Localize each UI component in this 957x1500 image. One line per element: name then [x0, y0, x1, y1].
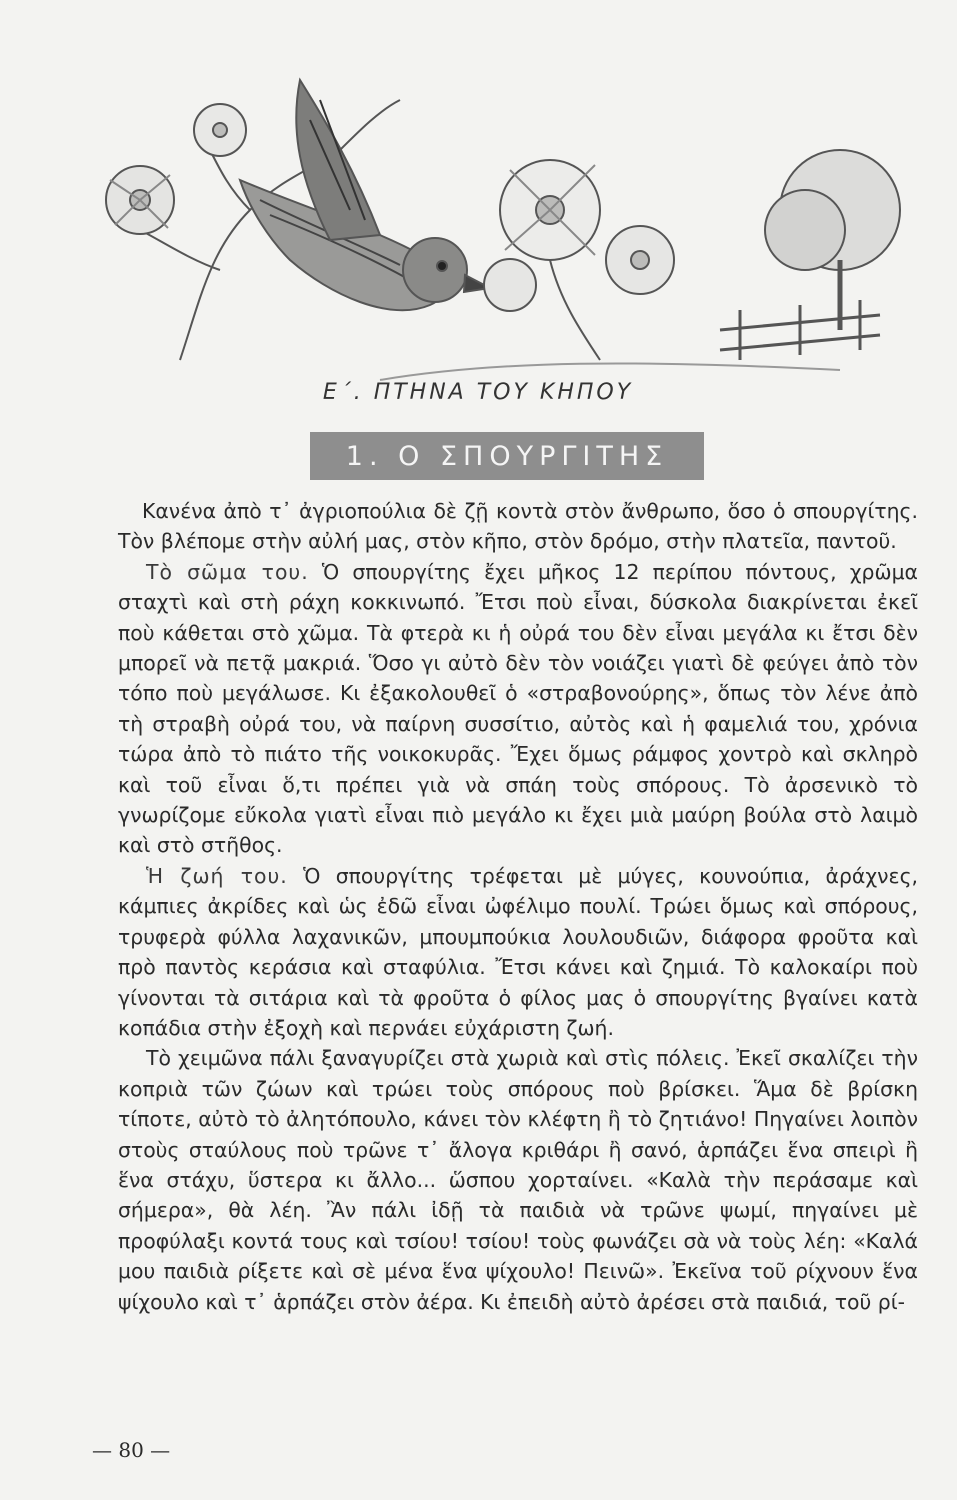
sparrow-illustration [80, 60, 920, 405]
body-text [118, 496, 918, 1317]
page-number: — 80 — [92, 1438, 171, 1462]
paragraph-heading: Ἡ ζωή του. [146, 863, 288, 888]
paragraph [118, 861, 918, 1043]
paragraph-text: Τὸ χειμῶνα πάλι ξαναγυρίζει στὰ χωριὰ καὶ στὶς πόλεις. Ἐκεῖ σκαλίζει τὴν κοπριὰ τῶν ζώων καὶ τρώει τοὺς σπόρους ποὺ βρίσκει. Ἅμα δὲ βρίσκη τίποτε, αὐτὸ τὸ ἀλητόπουλο, κάνει τὸν κλέφτη ἢ τὸ ζητιάνο! Πηγαίνει λοιπὸν στοὺς σταύλους ποὺ τρῶνε τ᾽ ἄλογα κριθάρι ἢ σανό, ἁρπάζει ἕνα σπειρὶ ἢ ἕνα στάχυ, ὕστερα κι ἄλλο... ὥσπου χορταίνει. «Καλὰ τὴν περάσαμε καὶ σήμερα», θὰ λέη. Ἂν πάλι ἰδῇ τὰ παιδιὰ νὰ τρῶνε ψωμί, πηγαίνει μὲ προφύλαξι κοντά τους καὶ τσίου! τσίου! τοὺς φωνάζει σὰ νὰ τοὺς λέη: «Καλά μου παιδιὰ ρίξετε καὶ σὲ μένα ἕνα ψίχουλο! Πεινῶ». Ἐκεῖνα τοῦ ρίχνουν ἕνα ψίχουλο καὶ τ᾽ ἁρπάζει στὸν ἀέρα. Κι ἐπειδὴ αὐτὸ ἀρέσει στὰ παιδιά, τοῦ ρί- [118, 1046, 918, 1314]
paragraph-text: Ὁ σπουργίτης τρέφεται μὲ μύγες, κουνούπια, ἀράχνες, κάμπιες ἀκρίδες καὶ ὡς ἐδῶ εἶναι ὠφέλιμο πουλί. Τρώει ὅμως καὶ σπόρους, τρυφερὰ φύλλα λαχανικῶν, μπουμπούκια λουλουδιῶν, διάφορα φροῦτα καὶ πρὸ παντὸς κεράσια καὶ σταφύλια. Ἔτσι κάνει καὶ ζημιά. Τὸ καλοκαίρι ποὺ γίνονται τὰ σιτάρια καὶ τὰ φροῦτα ὁ φίλος μας ὁ σπουργίτης βγαίνει κατὰ κοπάδια στὴν ἐξοχὴ καὶ περνάει εὐχάριστη ζωή. [118, 863, 919, 1040]
chapter-title: 1. Ο ΣΠΟΥΡΓΙΤΗΣ [310, 432, 704, 480]
paragraph [118, 496, 918, 557]
paragraph-heading: Τὸ σῶμα του. [146, 559, 309, 584]
paragraph [118, 557, 918, 861]
paragraph-text: Κανένα ἀπὸ τ᾽ ἀγριοπούλια δὲ ζῇ κοντὰ στὸν ἄνθρωπο, ὅσο ὁ σπουργίτης. Τὸν βλέπομε στὴν αὐλή μας, στὸν κῆπο, στὸν δρόμο, στὴν πλατεῖα, παντοῦ. [118, 499, 918, 554]
paragraph [118, 1043, 918, 1317]
paragraph-text: Ὁ σπουργίτης ἔχει μῆκος 12 περίπου πόντους, χρῶμα σταχτὶ καὶ στὴ ράχη κοκκινωπό. Ἔτσι ποὺ εἶναι, δύσκολα διακρίνεται ἐκεῖ ποὺ κάθεται στὸ χῶμα. Τὰ φτερὰ κι ἡ οὐρά του δὲν εἶναι μεγάλα κι ἔτσι δὲν μπορεῖ νὰ πετᾷ μακριά. Ὅσο γι αὐτὸ δὲν τὸν νοιάζει γιατὶ δὲ φεύγει ἀπὸ τὸν τόπο ποὺ μεγάλωσε. Κι ἐξακολουθεῖ ὁ «στραβονούρης», ὅπως τὸν λένε ἀπὸ τὴ στραβὴ οὐρά του, νὰ παίρνη συσσίτιο, αὐτὸς καὶ ἡ φαμελιά του, χρόνια τώρα ἀπὸ τὸ πιάτο τῆς νοικοκυρᾶς. Ἔχει ὅμως ράμφος χοντρὸ καὶ σκληρὸ καὶ τοῦ εἶναι ὅ,τι πρέπει γιὰ νὰ σπάη τοὺς σπόρους. Τὸ ἀρσενικὸ τὸ γνωρίζομε εὔκολα γιατὶ εἶναι πιὸ μεγάλο κι ἔχει μιὰ μαύρη βούλα στὸ λαιμὸ καὶ στὸ στῆθος. [118, 559, 918, 858]
section-title: Ε΄. ΠΤΗΝΑ ΤΟΥ ΚΗΠΟΥ [322, 380, 634, 405]
